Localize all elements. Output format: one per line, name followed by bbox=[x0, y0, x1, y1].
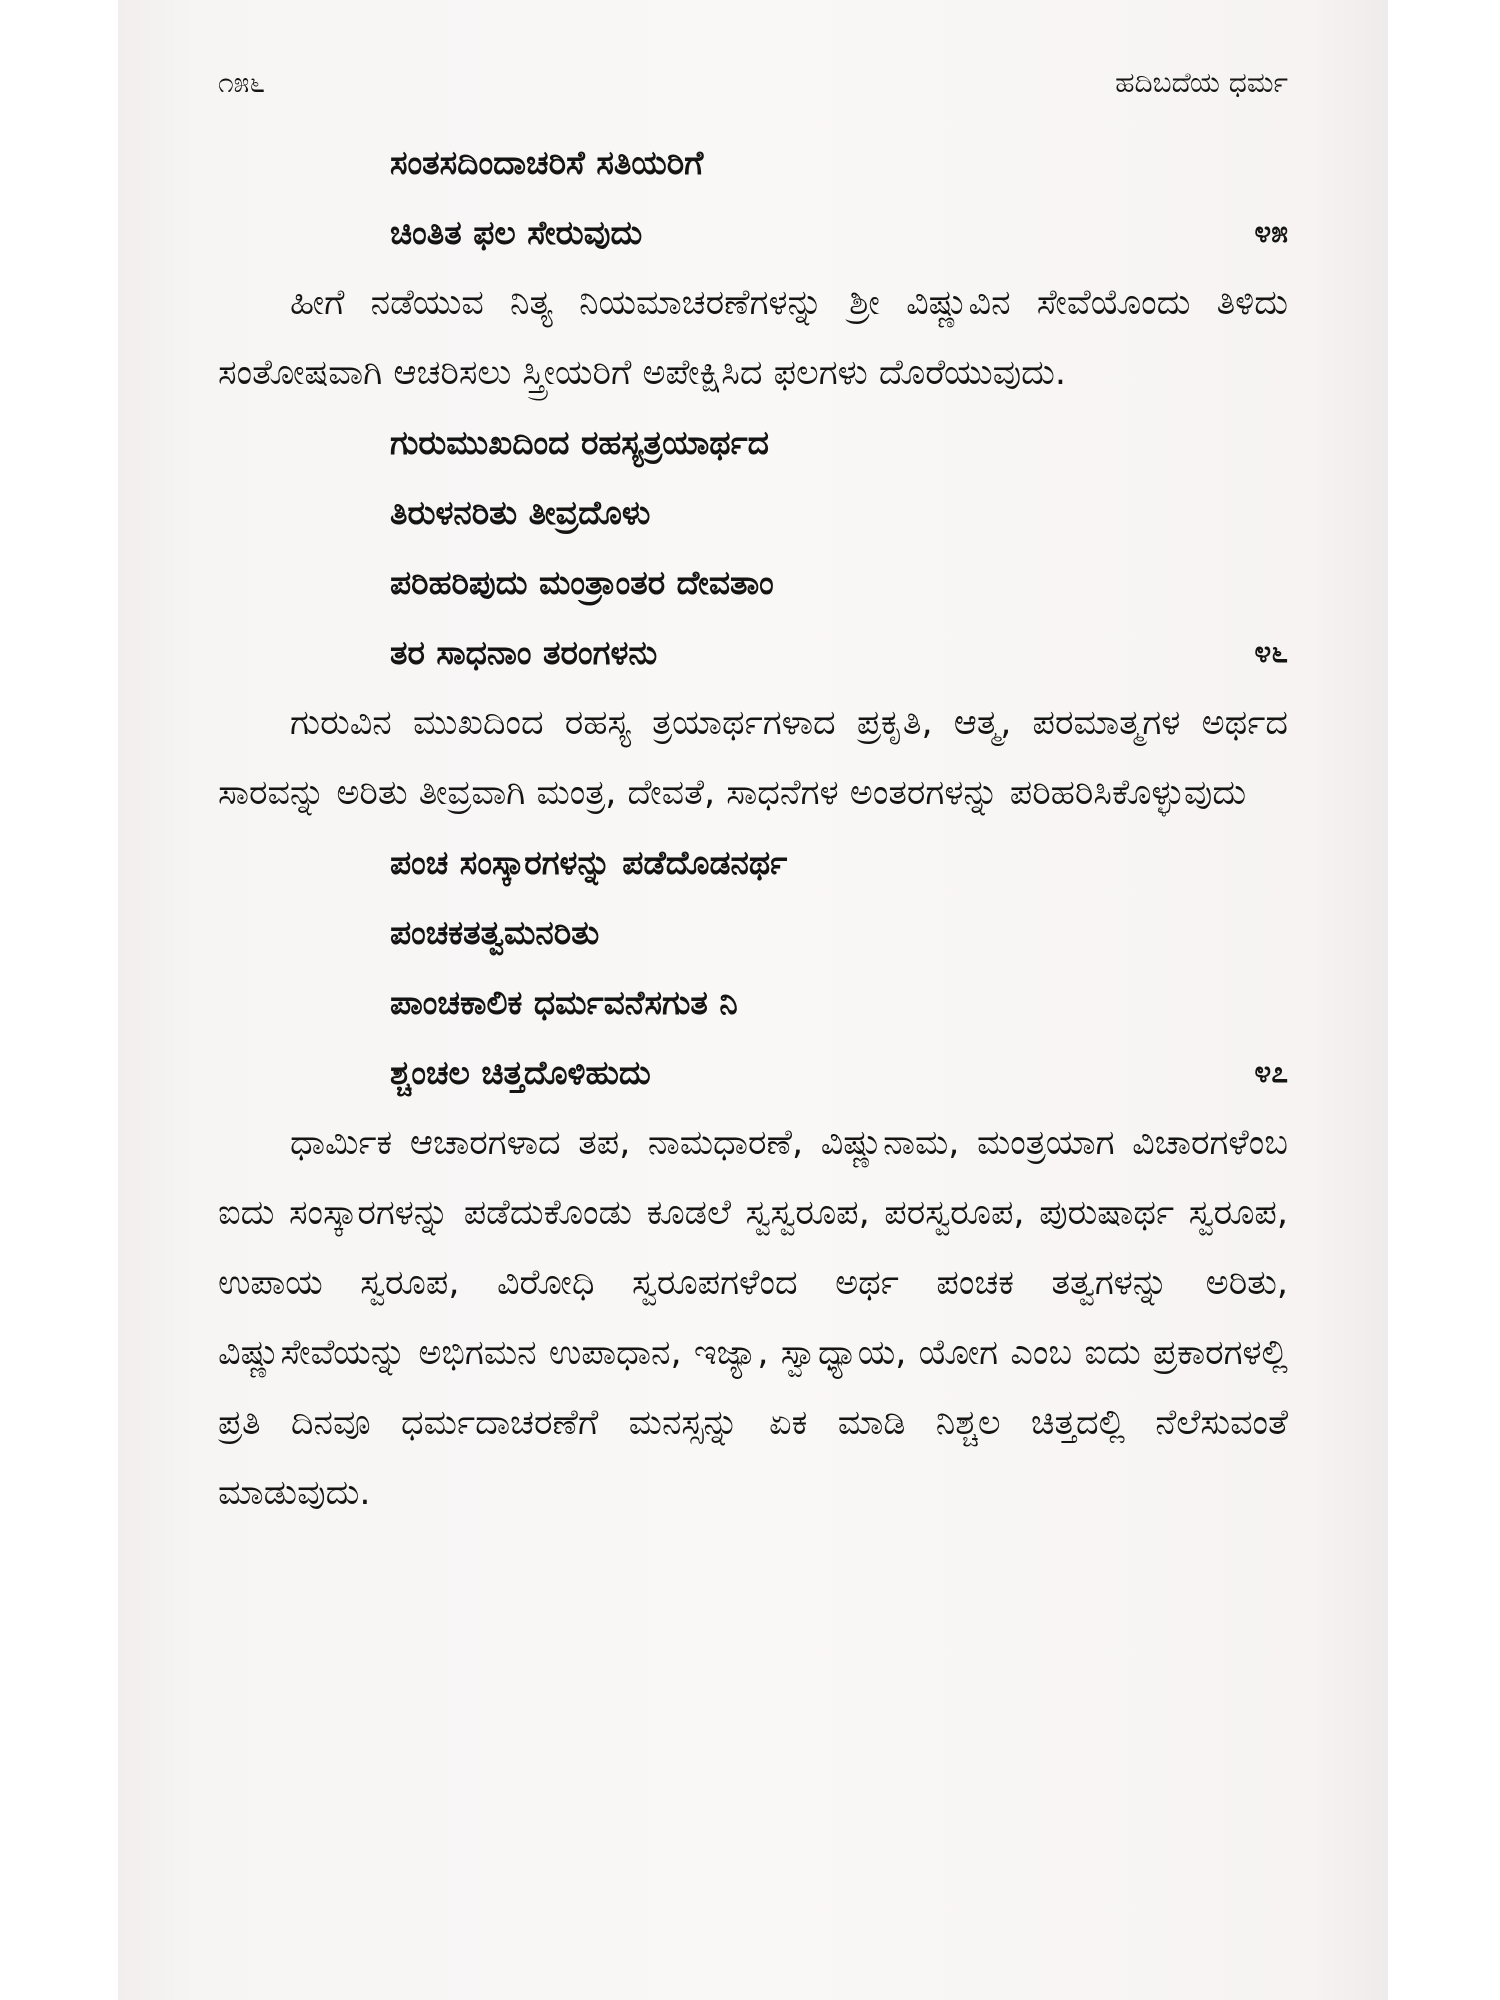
commentary-paragraph: ಹೀಗೆ ನಡೆಯುವ ನಿತ್ಯ ನಿಯಮಾಚರಣೆಗಳನ್ನು ಶ್ರೀ ವಿಷ್ಣುವಿನ ಸೇವೆಯೊಂದು ತಿಳಿದು ಸಂತೋಷವಾಗಿ ಆಚರಿಸಲು ಸ್ತ್ರೀಯರಿಗೆ ಅಪೇಕ್ಷಿಸಿದ ಫಲಗಳು ದೊರೆಯುವುದು. bbox=[218, 283, 1288, 393]
page-header bbox=[218, 66, 1288, 106]
verse-line: ಪಂಚಕತತ್ವಮನರಿತು bbox=[390, 913, 600, 952]
verse-line: ಪಂಚ ಸಂಸ್ಕಾರಗಳನ್ನು ಪಡೆದೊಡನರ್ಥ bbox=[390, 843, 788, 882]
verse-45 bbox=[218, 128, 1288, 268]
verse-47 bbox=[218, 828, 1288, 1108]
verse-line: ತಿರುಳನರಿತು ತೀವ್ರದೊಳು bbox=[390, 493, 651, 532]
verse-line: ತರ ಸಾಧನಾಂ ತರಂಗಳನು ೪೬ bbox=[218, 618, 1288, 688]
verse-number: ೪೫ bbox=[1254, 215, 1288, 250]
page-number: ೧೫೬ bbox=[218, 66, 266, 99]
commentary-paragraph: ಗುರುವಿನ ಮುಖದಿಂದ ರಹಸ್ಯ ತ್ರಯಾರ್ಥಗಳಾದ ಪ್ರಕೃತಿ, ಆತ್ಮ, ಪರಮಾತ್ಮಗಳ ಅರ್ಥದ ಸಾರವನ್ನು ಅರಿತು ತೀವ್ರವಾಗಿ ಮಂತ್ರ, ದೇವತೆ, ಸಾಧನೆಗಳ ಅಂತರಗಳನ್ನು ಪರಿಹರಿಸಿಕೊಳ್ಳುವುದು bbox=[218, 703, 1288, 813]
verse-line: ಪಾಂಚಕಾಲಿಕ ಧರ್ಮವನೆಸಗುತ ನಿ bbox=[390, 983, 738, 1022]
verse-line: ಪರಿಹರಿಪುದು ಮಂತ್ರಾಂತರ ದೇವತಾಂ bbox=[390, 563, 774, 602]
verse-line: ಗುರುಮುಖದಿಂದ ರಹಸ್ಯತ್ರಯಾರ್ಥದ bbox=[390, 423, 769, 462]
verse-number: ೪೭ bbox=[1254, 1055, 1288, 1090]
page-content bbox=[218, 128, 1288, 1528]
commentary-paragraph: ಧಾರ್ಮಿಕ ಆಚಾರಗಳಾದ ತಪ, ನಾಮಧಾರಣೆ, ವಿಷ್ಣುನಾಮ, ಮಂತ್ರಯಾಗ ವಿಚಾರಗಳೆಂಬ ಐದು ಸಂಸ್ಕಾರಗಳನ್ನು ಪಡೆದುಕೊಂಡು ಕೂಡಲೆ ಸ್ವಸ್ವರೂಪ, ಪರಸ್ವರೂಪ, ಪುರುಷಾರ್ಥ ಸ್ವರೂಪ, ಉಪಾಯ ಸ್ವರೂಪ, ವಿರೋಧಿ ಸ್ವರೂಪಗಳೆಂದ ಅರ್ಥ ಪಂಚಕ ತತ್ವಗಳನ್ನು ಅರಿತು, ವಿಷ್ಣುಸೇವೆಯನ್ನು ಅಭಿಗಮನ ಉಪಾಧಾನ, ಇಜ್ಯಾ, ಸ್ವಾಧ್ಯಾಯ, ಯೋಗ ಎಂಬ ಐದು ಪ್ರಕಾರಗಳಲ್ಲಿ ಪ್ರತಿ ದಿನವೂ ಧರ್ಮದಾಚರಣೆಗೆ ಮನಸ್ಸನ್ನು ಏಕ ಮಾಡಿ ನಿಶ್ಚಲ ಚಿತ್ತದಲ್ಲಿ ನೆಲೆಸುವಂತೆ ಮಾಡುವುದು. bbox=[218, 1123, 1288, 1513]
verse-line: ಶ್ಚಂಚಲ ಚಿತ್ತದೊಳಿಹುದು ೪೭ bbox=[218, 1038, 1288, 1108]
verse-number: ೪೬ bbox=[1254, 635, 1288, 670]
verse-line: ಸಂತಸದಿಂದಾಚರಿಸೆ ಸತಿಯರಿಗೆ bbox=[390, 143, 704, 182]
verse-line: ಚಿಂತಿತ ಫಲ ಸೇರುವುದು ೪೫ bbox=[218, 198, 1288, 268]
running-title: ಹದಿಬದೆಯ ಧರ್ಮ bbox=[1115, 66, 1288, 99]
verse-46 bbox=[218, 408, 1288, 688]
